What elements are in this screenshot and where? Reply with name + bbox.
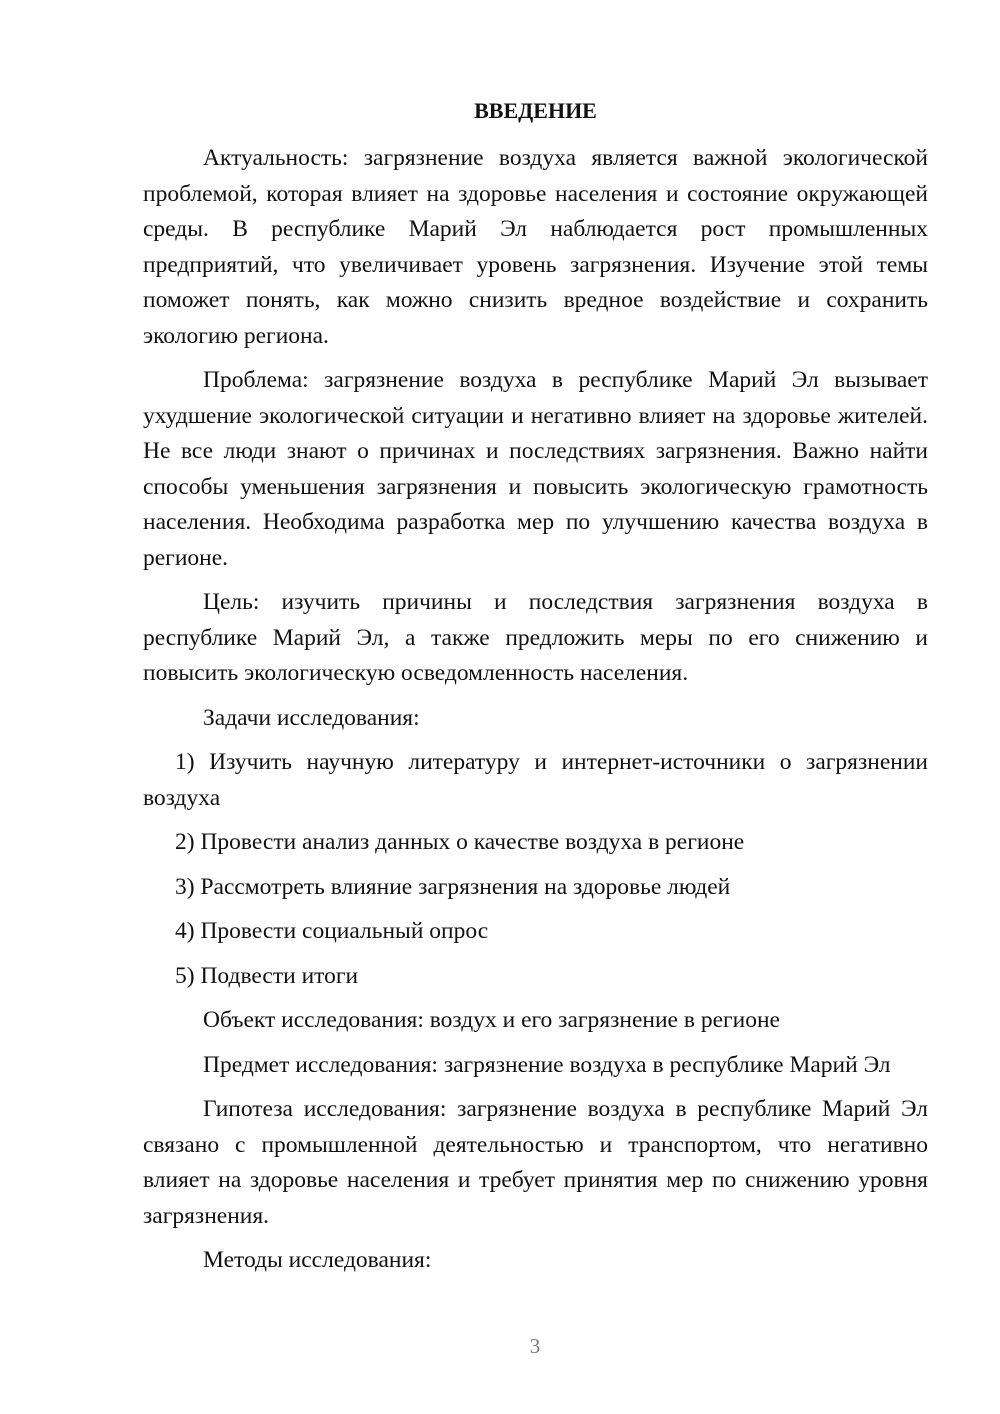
research-object: Объект исследования: воздух и его загрязнение в регионе <box>203 1007 780 1033</box>
hypothesis-paragraph: Гипотеза исследования: загрязнение воздуха в республике Марий Эл связано с промышленной деятельностью и транспортом, что негативно влияет на здоровье населения и требует принятия мер по снижению уровня загрязнения. <box>143 1096 928 1229</box>
problem-paragraph: Проблема: загрязнение воздуха в республике Марий Эл вызывает ухудшение экологической ситуации и негативно влияет на здоровье жителей. Не все люди знают о причинах и последствиях загрязнения. Важно найти способы уменьшения загрязнения и повысить экологическую грамотность населения. Необходима разработка мер по улучшению качества воздуха в регионе. <box>143 367 928 571</box>
task-item: 1) Изучить научную литературу и интернет-источники о загрязнении воздуха <box>143 749 928 811</box>
relevance-paragraph: Актуальность: загрязнение воздуха является важной экологической проблемой, которая влияет на здоровье населения и состояние окружающей среды. В республике Марий Эл наблюдается рост промышленных предприятий, что увеличивает уровень загрязнения. Изучение этой темы поможет понять, как можно снизить вредное воздействие и сохранить экологию региона. <box>143 145 928 349</box>
task-item: 3) Рассмотреть влияние загрязнения на здоровье людей <box>175 873 731 900</box>
research-subject: Предмет исследования: загрязнение воздуха в республике Марий Эл <box>203 1051 891 1078</box>
task-item: 5) Подвести итоги <box>175 962 359 989</box>
page-title: ВВЕДЕНИЕ <box>474 98 597 123</box>
page-number: 3 <box>529 1334 541 1358</box>
page-content <box>143 93 928 1288</box>
goal-paragraph: Цель: изучить причины и последствия загрязнения воздуха в республике Марий Эл, а также предложить меры по его снижению и повысить экологическую осведомленность населения. <box>143 589 928 686</box>
task-item: 2) Провести анализ данных о качестве воздуха в регионе <box>175 829 745 855</box>
task-item: 4) Провести социальный опрос <box>175 918 489 944</box>
tasks-heading: Задачи исследования: <box>203 704 420 731</box>
methods-heading: Методы исследования: <box>203 1247 432 1273</box>
